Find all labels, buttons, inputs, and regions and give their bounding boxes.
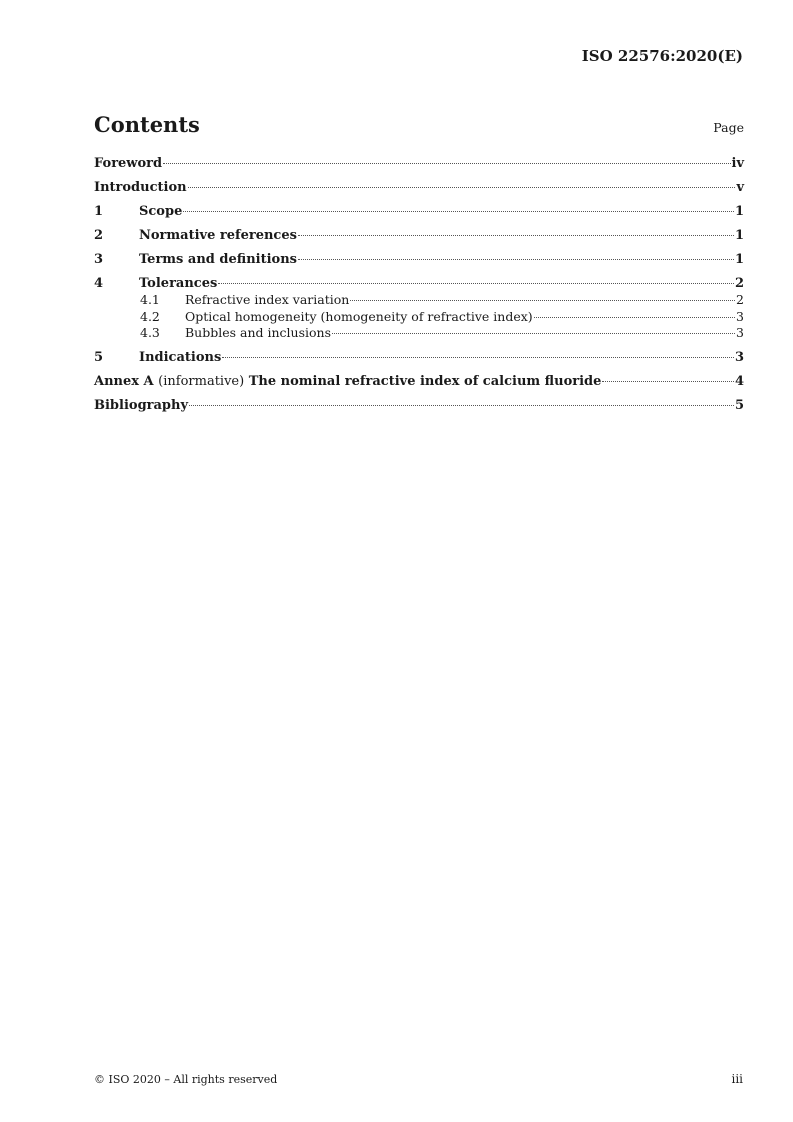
toc-entry-page: iv [731,156,744,171]
toc-entry-label: Optical homogeneity (homogeneity of refractive index) [185,308,533,324]
toc-entry-label [94,373,601,390]
document-id: ISO 22576:2020(E) [581,47,743,65]
toc-entry-number: 4.1 [140,292,160,307]
toc-entry-foreword[interactable] [94,155,744,172]
toc-subentry-refractive-index-variation[interactable] [94,292,744,309]
footer-copyright: © ISO 2020 – All rights reserved [94,1073,278,1086]
toc-entry-number: 1 [94,204,104,219]
toc-entry-label: Bubbles and inclusions [185,325,332,340]
annex-title: The nominal refractive index of calcium fluoride [248,373,602,389]
toc-entry-page: 3 [736,308,744,324]
toc-entry-tolerances[interactable] [94,275,744,292]
toc-entry-page: 3 [734,349,744,365]
toc-entry-page: 1 [734,204,744,219]
toc-entry-annex-a[interactable] [94,373,744,390]
toc-entry-introduction[interactable] [94,179,744,196]
toc-entry-page: 4 [734,373,744,389]
dot-leader [534,317,735,318]
toc-entry-page: 1 [734,252,744,267]
toc-entry-label: Introduction [94,180,187,195]
toc-title: Contents [94,112,200,137]
toc-entry-page: 3 [736,325,744,340]
dot-leader [332,333,735,334]
dot-leader [188,187,736,188]
annex-prefix: Annex A [94,373,154,389]
table-of-contents [94,155,744,414]
toc-entry-number: 4.3 [140,325,160,340]
annex-type: (informative) [158,373,245,389]
dot-leader [163,163,730,164]
toc-entry-terms-and-definitions[interactable] [94,251,744,268]
toc-entry-number: 5 [94,349,104,365]
toc-entry-label: Normative references [139,228,297,243]
toc-entry-label: Terms and definitions [139,252,297,267]
toc-entry-scope[interactable] [94,203,744,220]
dot-leader [222,357,734,358]
dot-leader [218,283,734,284]
footer-page-number: iii [731,1072,743,1086]
toc-entry-bibliography[interactable] [94,397,744,414]
toc-entry-label: Indications [139,349,222,365]
toc-entry-page: 2 [734,276,744,291]
toc-entry-number: 4.2 [140,308,160,324]
toc-entry-page: 5 [734,397,744,413]
toc-entry-label: Scope [139,204,183,219]
dot-leader [298,235,734,236]
toc-header [94,112,744,137]
toc-entry-label: Refractive index variation [185,292,350,307]
dot-leader [602,381,734,382]
dot-leader [298,259,734,260]
dot-leader [350,300,735,301]
toc-subentry-optical-homogeneity[interactable] [94,309,744,326]
toc-entry-page: 2 [736,292,744,307]
toc-entry-number: 4 [94,276,104,291]
toc-entry-label: Foreword [94,156,163,171]
toc-entry-number: 3 [94,252,104,267]
toc-entry-number: 2 [94,228,104,243]
toc-entry-page: 1 [734,228,744,243]
toc-entry-page: v [736,180,744,195]
toc-entry-normative-references[interactable] [94,227,744,244]
page-column-label: Page [713,120,744,135]
toc-subentry-bubbles-and-inclusions[interactable] [94,325,744,342]
toc-entry-indications[interactable] [94,349,744,366]
toc-entry-label: Tolerances [139,276,218,291]
toc-entry-label: Bibliography [94,397,189,413]
dot-leader [183,211,734,212]
dot-leader [189,405,734,406]
